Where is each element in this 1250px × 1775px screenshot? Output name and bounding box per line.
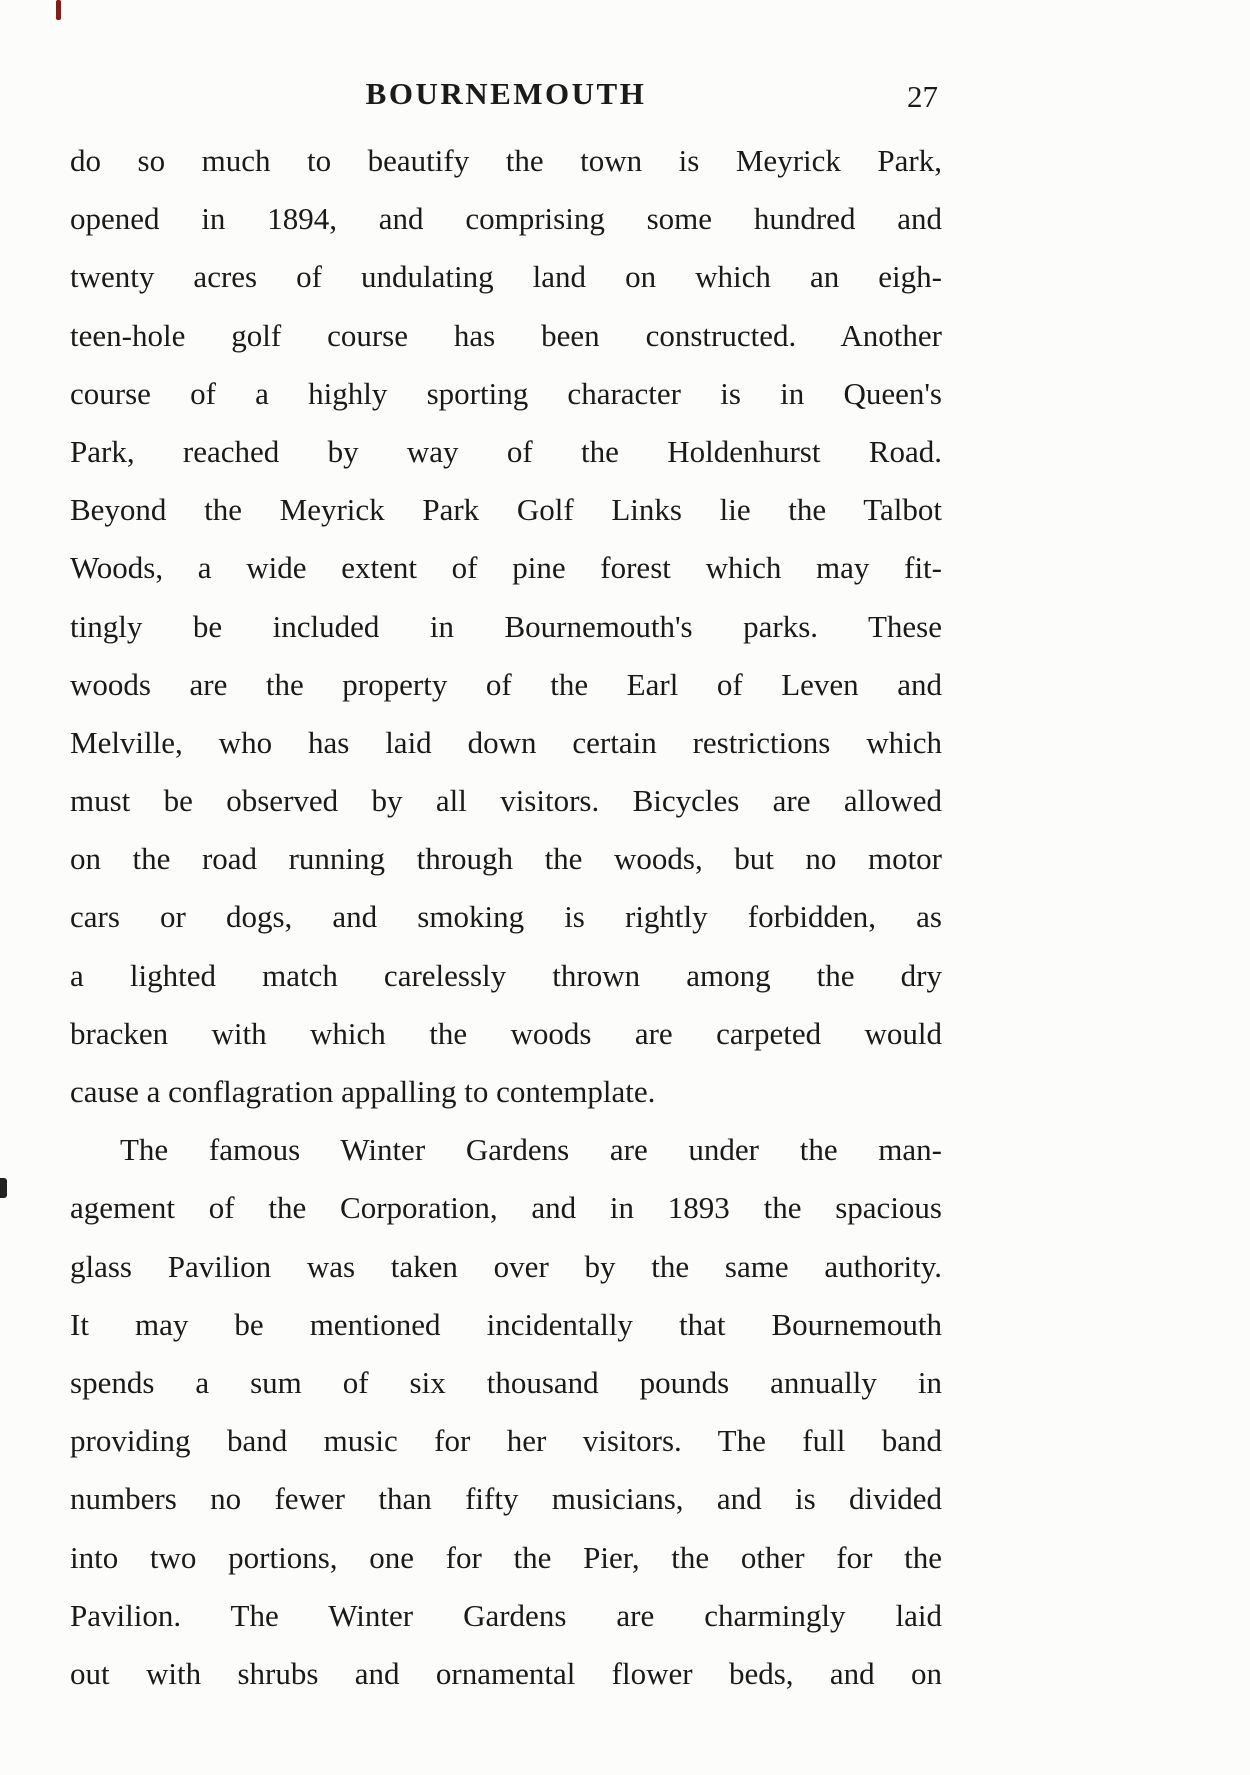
page-number: 27 bbox=[907, 79, 938, 114]
text-line: do so much to beautify the town is Meyrick Park, bbox=[70, 143, 942, 178]
text-line: spends a sum of six thousand pounds annually in bbox=[70, 1364, 942, 1400]
page-header bbox=[70, 76, 942, 120]
text-line: Woods, a wide extent of pine forest which may fit- bbox=[70, 550, 942, 586]
text-line: bracken with which the woods are carpeted would bbox=[70, 1015, 942, 1051]
text-line: numbers no fewer than fifty musicians, and is divided bbox=[70, 1481, 942, 1517]
body-text bbox=[70, 132, 942, 1703]
text-line: glass Pavilion was taken over by the same authority. bbox=[70, 1248, 942, 1284]
text-line: into two portions, one for the Pier, the other for the bbox=[70, 1539, 942, 1575]
text-line: cause a conflagration appalling to contemplate. bbox=[70, 1074, 656, 1109]
text-line: twenty acres of undulating land on which an eigh- bbox=[70, 259, 942, 295]
text-line: providing band music for her visitors. The full band bbox=[70, 1423, 942, 1459]
text-line: woods are the property of the Earl of Leven and bbox=[70, 666, 942, 702]
text-line: Beyond the Meyrick Park Golf Links lie the Talbot bbox=[70, 492, 942, 528]
text-line: The famous Winter Gardens are under the man- bbox=[120, 1132, 942, 1168]
text-line: Melville, who has laid down certain restrictions which bbox=[70, 724, 942, 760]
text-line: Park, reached by way of the Holdenhurst Road. bbox=[70, 433, 942, 469]
running-title: BOURNEMOUTH bbox=[365, 76, 647, 111]
text-line: on the road running through the woods, but no motor bbox=[70, 841, 942, 877]
text-line: teen-hole golf course has been constructed. Another bbox=[70, 317, 942, 353]
text-line: opened in 1894, and comprising some hundred and bbox=[70, 201, 942, 237]
scan-artifact-red bbox=[56, 0, 61, 20]
text-line: a lighted match carelessly thrown among the dry bbox=[70, 957, 942, 993]
text-line: must be observed by all visitors. Bicycles are allowed bbox=[70, 783, 942, 819]
text-line: agement of the Corporation, and in 1893 the spacious bbox=[70, 1190, 942, 1226]
text-line: Pavilion. The Winter Gardens are charmingly laid bbox=[70, 1597, 942, 1633]
text-line: It may be mentioned incidentally that Bournemouth bbox=[70, 1306, 942, 1342]
text-line: course of a highly sporting character is in Queen's bbox=[70, 375, 942, 411]
scan-artifact-black bbox=[0, 1178, 7, 1198]
text-line: tingly be included in Bournemouth's parks. These bbox=[70, 608, 942, 644]
text-line: out with shrubs and ornamental flower beds, and on bbox=[70, 1655, 942, 1691]
text-line: cars or dogs, and smoking is rightly forbidden, as bbox=[70, 899, 942, 935]
